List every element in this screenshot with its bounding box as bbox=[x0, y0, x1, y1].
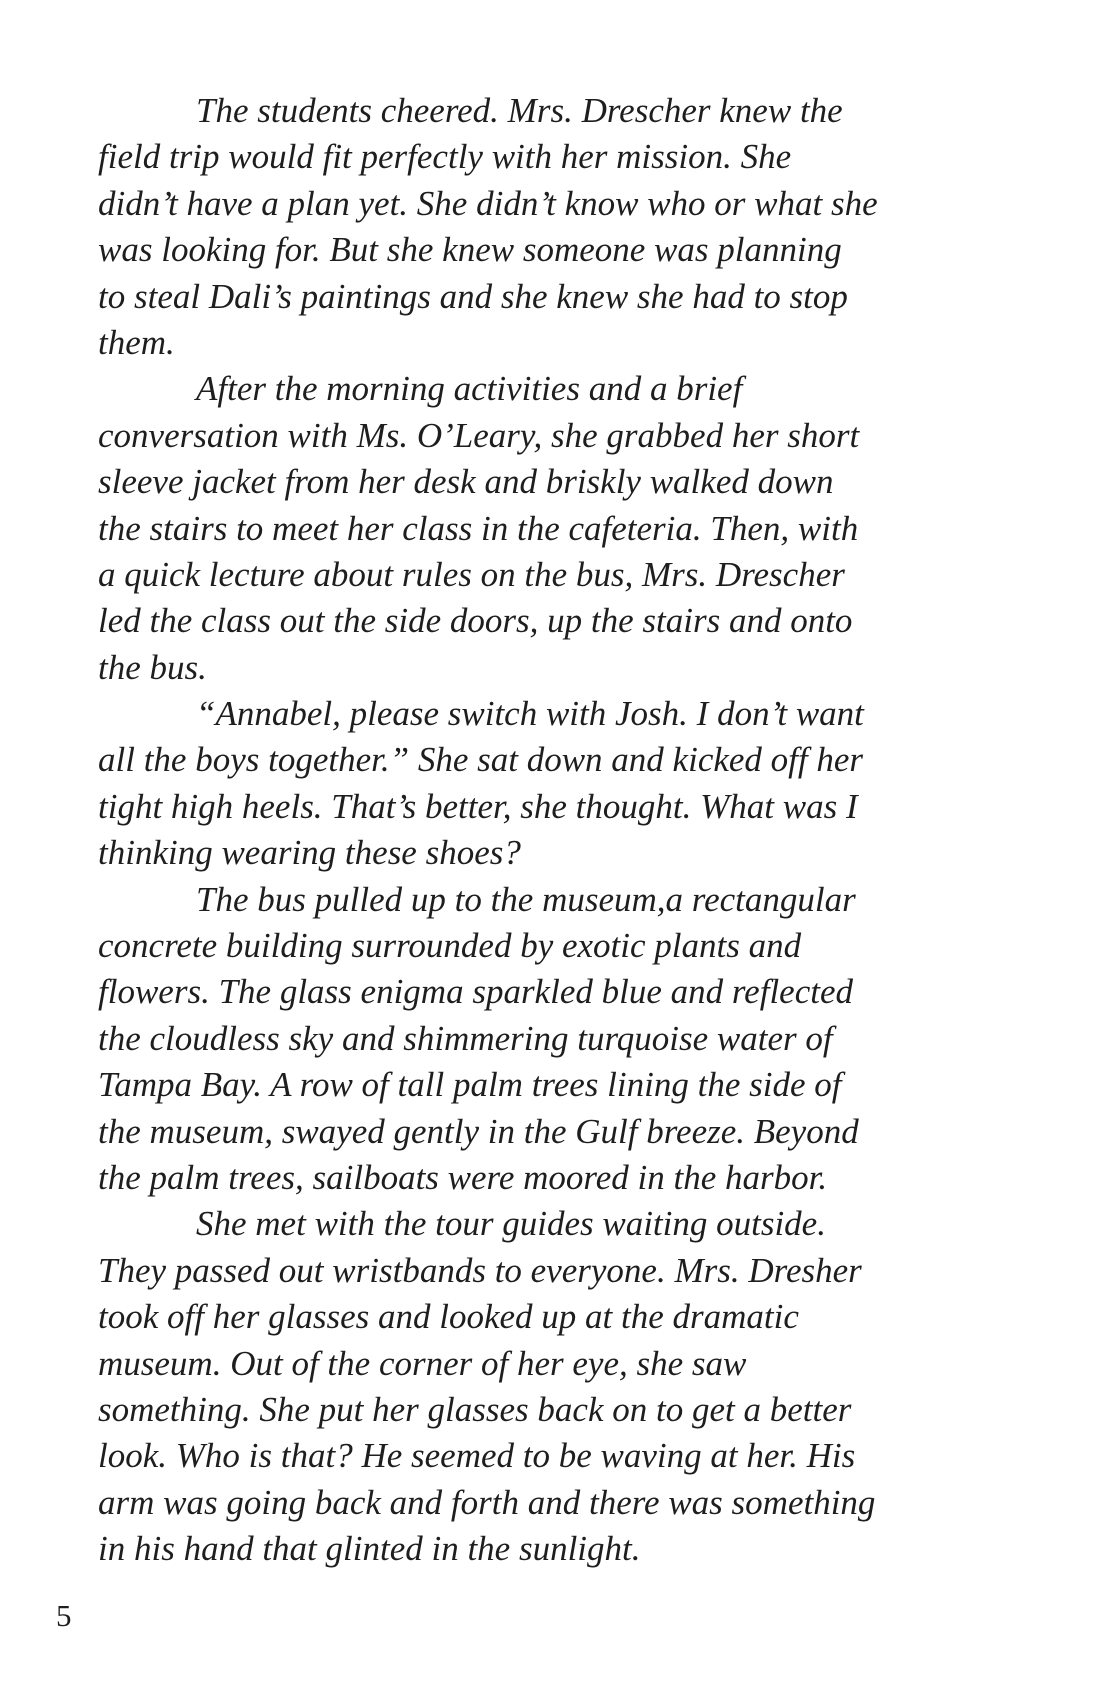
text-line: flowers. The glass enigma sparkled blue and reflected bbox=[98, 972, 853, 1012]
text-line: The bus pulled up to the museum,a rectangular bbox=[196, 879, 856, 919]
paragraph bbox=[98, 877, 968, 1202]
paragraph bbox=[98, 691, 968, 877]
text-line: something. She put her glasses back on to get a better bbox=[98, 1389, 852, 1429]
text-line: “Annabel, please switch with Josh. I don’t want bbox=[196, 694, 864, 734]
text-line: the cloudless sky and shimmering turquoise water of bbox=[98, 1018, 833, 1058]
text-line: the stairs to meet her class in the cafeteria. Then, with bbox=[98, 508, 859, 548]
paragraph bbox=[98, 366, 968, 691]
text-line: was looking for. But she knew someone was planning bbox=[98, 230, 842, 270]
text-line: them. bbox=[98, 322, 175, 362]
page-number: 5 bbox=[56, 1598, 72, 1633]
text-line: field trip would fit perfectly with her mission. She bbox=[98, 137, 792, 177]
text-line: took off her glasses and looked up at the dramatic bbox=[98, 1297, 799, 1337]
text-line: the palm trees, sailboats were moored in the harbor. bbox=[98, 1157, 828, 1197]
text-line: tight high heels. That’s better, she thought. What was I bbox=[98, 786, 858, 826]
text-line: They passed out wristbands to everyone. Mrs. Dresher bbox=[98, 1250, 862, 1290]
page-text bbox=[98, 88, 968, 1573]
text-line: didn’t have a plan yet. She didn’t know who or what she bbox=[98, 183, 878, 223]
text-line: thinking wearing these shoes? bbox=[98, 833, 521, 873]
paragraph bbox=[98, 88, 968, 366]
paragraph bbox=[98, 1201, 968, 1572]
text-line: The students cheered. Mrs. Drescher knew the bbox=[196, 91, 843, 130]
text-line: arm was going back and forth and there was something bbox=[98, 1482, 876, 1522]
text-line: conversation with Ms. O’Leary, she grabbed her short bbox=[98, 415, 860, 455]
text-line: Tampa Bay. A row of tall palm trees lining the side of bbox=[98, 1065, 842, 1105]
text-line: look. Who is that? He seemed to be waving at her. His bbox=[98, 1436, 856, 1476]
text-line: museum. Out of the corner of her eye, she saw bbox=[98, 1343, 747, 1383]
text-line: all the boys together.” She sat down and kicked off her bbox=[98, 740, 864, 780]
text-line: the museum, swayed gently in the Gulf breeze. Beyond bbox=[98, 1111, 859, 1151]
text-line: She met with the tour guides waiting outside. bbox=[196, 1204, 826, 1244]
text-line: to steal Dali’s paintings and she knew she had to stop bbox=[98, 276, 848, 316]
text-line: in his hand that glinted in the sunlight. bbox=[98, 1529, 641, 1569]
text-line: concrete building surrounded by exotic plants and bbox=[98, 926, 802, 966]
text-line: the bus. bbox=[98, 647, 207, 687]
text-line: led the class out the side doors, up the stairs and onto bbox=[98, 601, 853, 641]
text-line: a quick lecture about rules on the bus, Mrs. Drescher bbox=[98, 554, 845, 594]
text-line: sleeve jacket from her desk and briskly walked down bbox=[98, 462, 834, 502]
text-line: After the morning activities and a brief bbox=[196, 369, 743, 409]
